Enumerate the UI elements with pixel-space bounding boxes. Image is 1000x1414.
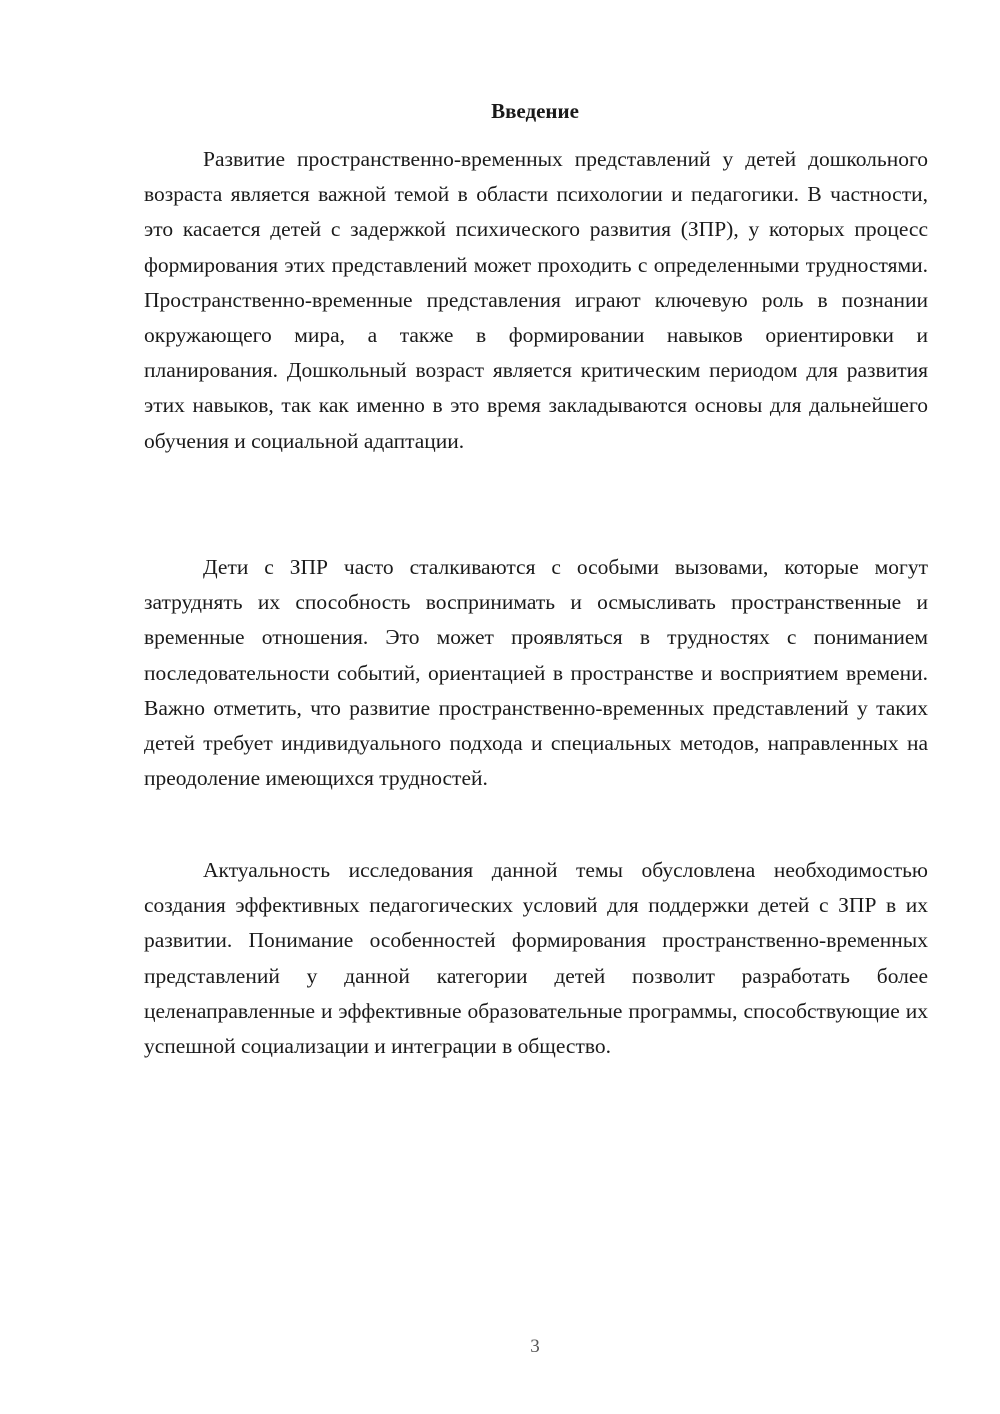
paragraph-3: Актуальность исследования данной темы обусловлена необходимостью создания эффективных педагогических условий для поддержки детей с ЗПР в их развитии. Понимание особенностей формирования пространственно-временных представлений у данной категории детей позволит разработать более целенаправленные и эффективные образовательные программы, способствующие их успешной социализации и интеграции в общество. <box>144 858 928 1059</box>
paragraph-1: Развитие пространственно-временных представлений у детей дошкольного возраста является важной темой в области психологии и педагогики. В частности, это касается детей с задержкой психического развития (ЗПР), у которых процесс формирования этих представлений может проходить с определенными трудностями. Пространственно-временные представления играют ключевую роль в познании окружающего мира, а также в формировании навыков ориентировки и планирования. Дошкольный возраст является критическим периодом для развития этих навыков, так как именно в это время закладываются основы для дальнейшего обучения и социальной адаптации. <box>144 147 928 453</box>
page-number: 3 <box>530 1336 540 1357</box>
paragraph-2: Дети с ЗПР часто сталкиваются с особыми вызовами, которые могут затруднять их способность воспринимать и осмысливать пространственные и временные отношения. Это может проявляться в трудностях с пониманием последовательности событий, ориентацией в пространстве и восприятием времени. Важно отметить, что развитие пространственно-временных представлений у таких детей требует индивидуального подхода и специальных методов, направленных на преодоление имеющихся трудностей. <box>144 555 928 791</box>
section-title: Введение <box>491 99 579 123</box>
